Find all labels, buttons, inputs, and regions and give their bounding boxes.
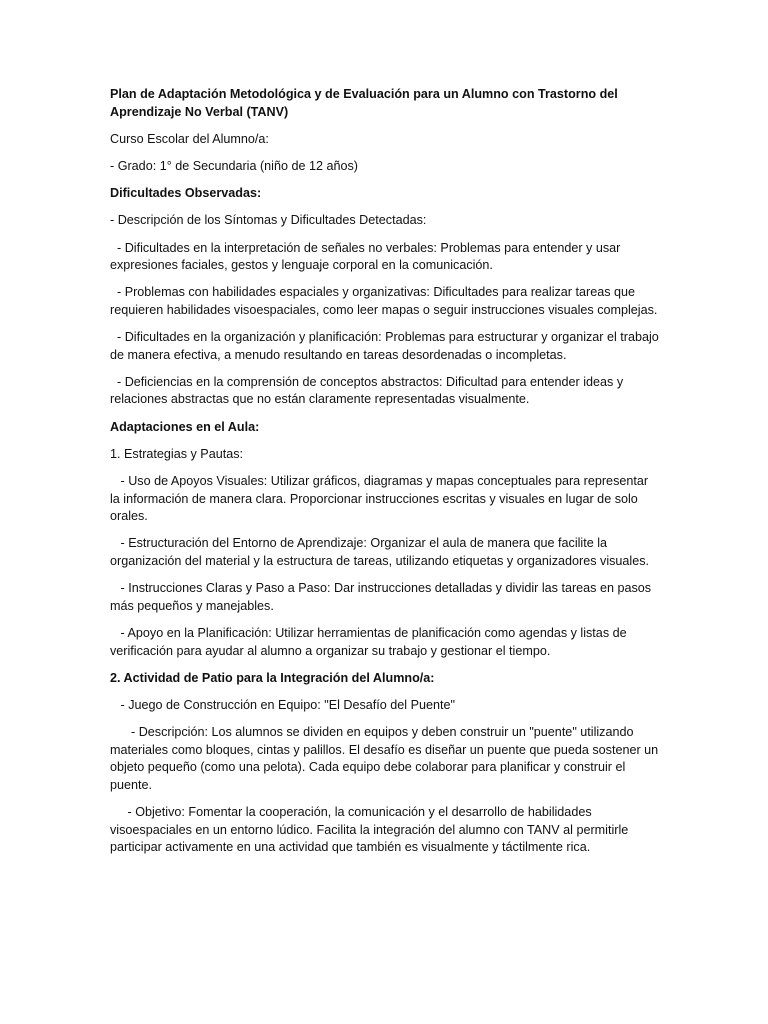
difficulty-item: - Deficiencias en la comprensión de conceptos abstractos: Dificultad para entender ideas y relaciones abstractas que no están claramente representadas visualmente. (110, 374, 627, 407)
activity-description: - Descripción: Los alumnos se dividen en equipos y deben construir un "puente" utilizando materiales como bloques, cintas y palillos. El desafío es diseñar un puente que pueda sostener un objeto pequeño (como una pelota). Cada equipo debe colaborar para planificar y construir el puente. (110, 725, 662, 792)
document-title: Plan de Adaptación Metodológica y de Evaluación para un Alumno con Trastorno del Aprendizaje No Verbal (TANV) (110, 87, 621, 119)
strategy-item: - Estructuración del Entorno de Aprendizaje: Organizar el aula de manera que facilite la organización del material y la estructura de tareas, utilizando etiquetas y organizadores visuales. (110, 536, 650, 568)
difficulties-heading: Dificultades Observadas: (110, 186, 262, 201)
strategy-item: - Uso de Apoyos Visuales: Utilizar gráficos, diagramas y mapas conceptuales para representar la información de manera clara. Proporcionar instrucciones escritas y visuales en lugar de solo orales. (110, 474, 652, 524)
adaptations-heading: Adaptaciones en el Aula: (110, 419, 260, 434)
activity-objective: - Objetivo: Fomentar la cooperación, la comunicación y el desarrollo de habilidades visoespaciales en un entorno lúdico. Facilita la integración del alumno con TANV al permitirle participar activamente en una actividad que también es visualmente y táctilmente rica. (110, 805, 632, 855)
symptoms-label: - Descripción de los Síntomas y Dificultades Detectadas: (110, 213, 427, 228)
grade-line: - Grado: 1° de Secundaria (niño de 12 años) (110, 158, 358, 173)
difficulty-item: - Problemas con habilidades espaciales y organizativas: Dificultades para realizar tareas que requieren habilidades visoespaciales, como leer mapas o seguir instrucciones visuales complejas. (110, 285, 658, 317)
activity-name: - Juego de Construcción en Equipo: "El Desafío del Puente" (110, 697, 455, 712)
strategy-item: - Apoyo en la Planificación: Utilizar herramientas de planificación como agendas y listas de verificación para ayudar al alumno a organizar su trabajo y gestionar el tiempo. (110, 625, 631, 658)
strategies-label: 1. Estrategias y Pautas: (110, 446, 244, 461)
document-page (110, 86, 663, 866)
difficulty-item: - Dificultades en la organización y planificación: Problemas para estructurar y organizar el trabajo de manera efectiva, a menudo resultando en tareas desordenadas o incompletas. (110, 330, 663, 362)
course-label: Curso Escolar del Alumno/a: (110, 131, 269, 146)
activity-heading: 2. Actividad de Patio para la Integración del Alumno/a: (110, 670, 435, 685)
strategy-item: - Instrucciones Claras y Paso a Paso: Dar instrucciones detalladas y dividir las tareas en pasos más pequeños y manejables. (110, 581, 655, 613)
difficulty-item: - Dificultades en la interpretación de señales no verbales: Problemas para entender y usar expresiones faciales, gestos y lenguaje corporal en la comunicación. (110, 240, 624, 273)
